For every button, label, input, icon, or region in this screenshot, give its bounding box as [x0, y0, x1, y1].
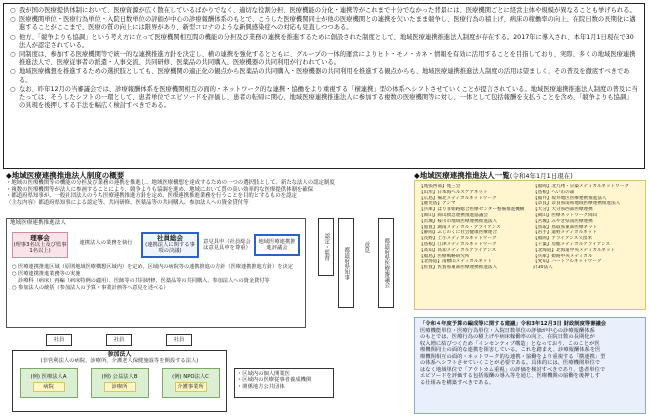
- other-member: ・区域内の医療従事者養成機関: [237, 377, 312, 384]
- participant-name: (例) 公益法人B: [101, 373, 138, 380]
- paragraph-text: 地域医療構想を推進するための選択肢としても、医療機関の適正化の観点から医薬品の共同購入・医療機器の共同利用を推進する観点からも、地域医療連携推進法人制度の活用は望ましく、その普及を徹底すべきである。: [19, 68, 630, 84]
- council-decision: 連携法人の業務を執行: [76, 232, 136, 254]
- note-line: る仕組みを構築すべきである。: [420, 379, 495, 386]
- note-line: エピソードを評価する包括報酬の導入等を通じ、医療機関の協働を後押しす: [420, 373, 601, 379]
- note-line: の体系へシフトさせていくことが必要である。具体的には、医療機関単位で: [420, 360, 601, 366]
- corp-list-box: [414, 180, 646, 310]
- corp-list-item: 【島根】江津メディカルネットワーク: [419, 241, 497, 247]
- bullet-icon: ○: [10, 85, 16, 93]
- bullet-icon: ○: [10, 16, 16, 24]
- corp-list-item: 【高知】高知メディカルアライアンス: [419, 247, 497, 253]
- paragraph-text: 同制度は、参加する医療機関等で統一的な連携推進方針を決定し、横の連携を強化するとともに、グループの一体的運営によりヒト・モノ・カネ・情報を有効に活用することを目指しており、実際、多くの地域医療連携推進法人で、医療従事者の派遣・人事交流、共同研修、医薬品の共同購入、医療機器の共同利用が行われている。: [19, 51, 636, 67]
- paragraph-text: なお、昨年12月の当審議会では、診療報酬体系を医療機関相互の面的・ネットワーク的な連携・協働をより重視する「横連携」型の体系へシフトさせていくことが提言されている。地域医療連携推進法人制度の普及に当たっては、そうしたシフトの一環として、患者単位でエピソードを評価し、患者の転帰に関心、地域医療連携推進法人に参加する複数の医療機関等に対し、一体として包括報酬を支払うことを含め、「競争よりも協調」の具現を後押しする手法を幅広く検討すべきである。: [19, 85, 638, 110]
- corp-list-item: 【愛知】ハートフルネットワーク: [533, 259, 602, 265]
- participant-b: [91, 368, 149, 398]
- paragraph-text: 他方、「競争よりも協調」という考え方に立って医療機関相互間の機能の分担及び業務の連携を推進するために創設された制度として、地域医療連携推進法人制度が存在する。2017年に導入され、本年1月1日現在で30法人が認定されている。: [19, 33, 634, 49]
- governor-box: [338, 218, 354, 308]
- corp-list-item: 【岡山】岡山救急連携推進協議会: [419, 212, 488, 218]
- intro-box: [3, 3, 645, 169]
- note-line: 「令和４年度予算の編成等に関する建議」令和3年12月3日 財政制度等審議会: [420, 321, 607, 327]
- intro-line: ・複数の医療機関等が法人に参画することにより、競争よりも協調を進め、地域において質の高い効率的な医療提供体制を確保: [6, 186, 314, 193]
- participant-name: (例) NPO法人C: [172, 373, 209, 380]
- left-section-title: ◆地域医療連携推進法人制度の概要: [6, 171, 125, 180]
- intro-paragraph: [10, 16, 638, 32]
- corp-item: ○ 医療連携推進区域（原則地域医療構想区域内）を定め、区域内の病院等の連携推進の方針（医療連携推進方針）を決定: [12, 264, 293, 270]
- participant-sub: 病院: [33, 382, 65, 392]
- approval-box: [318, 218, 334, 276]
- note-line: 療機関同士の面的な連携を阻害している。これを踏まえ、診療報酬体系を医: [420, 347, 601, 353]
- opinion2-text: 意見: [363, 241, 370, 253]
- pref-council-box: [378, 218, 394, 308]
- intro-line: 〈主な内容〉都道府県知事による認定等、共同研修、医薬品等の共同購入、参加法人への資金貸付等: [6, 199, 249, 206]
- corp-list-item: 【岡山】医療ネットワーク岡山: [533, 212, 598, 218]
- intro-paragraph: [10, 68, 638, 84]
- council-sub: (理事3名以上及び監事1名以上): [13, 241, 67, 255]
- bullet-icon: ○: [10, 51, 16, 59]
- corp-list-item: 【鹿児島】アンマ: [419, 201, 456, 207]
- opinion2-box: [358, 218, 374, 276]
- general-meeting-box: [141, 232, 199, 258]
- corp-list-item: 【大分】大分県西部医療連携: [533, 207, 593, 213]
- participant-sub: 介護事業所: [175, 382, 207, 392]
- corp-list-item: 【宮城】みやぎ県南医療連携: [533, 218, 593, 224]
- corp-list-item: 【島根】へいわの森: [533, 189, 575, 195]
- corp-list-item: 【滋賀】湖南メディカル・アライアンス: [419, 224, 501, 230]
- note-line: 療機関相互の面的・ネットワーク的な連携・協働をより重視する「横連携」型: [420, 353, 606, 360]
- intro-paragraph: [10, 34, 638, 50]
- committee-box: 地域医療連携推進評議会: [254, 234, 300, 256]
- corp-list-col1: [419, 184, 527, 271]
- intro-line: ・地域の医療機関等の機能の分担及び業務の連携を推進し、地域医療構想を達成するための一つの選択肢として、新たな法人の認定制度: [6, 180, 335, 186]
- corp-list-item: 【岩手】遠野メディカルネット: [533, 230, 597, 236]
- corp-label: 地域医療連携推進法人: [10, 220, 66, 226]
- right-title-date: (令和4年1月1日現在): [509, 172, 573, 180]
- corp-list-item: 【鳥取】鳥取県東部医療ネット: [533, 224, 598, 230]
- council-box: [12, 232, 68, 258]
- left-intro: [6, 180, 391, 206]
- note-line: はなく地域単位で「アウトカム重視」の評価を検討すべきであり、患者単位で: [420, 366, 606, 373]
- corp-list-item: 【福島】医療戦略研究所: [419, 253, 470, 259]
- corp-item: ○ 参加法人の統括（参加法人の予算・事業計画等へ意見を述べる）: [12, 285, 169, 291]
- opinion-note: 意見具申（社員総会は意見具申を尊重）: [203, 232, 251, 258]
- participant-name: (例) 医療法人A: [30, 373, 67, 380]
- governor-text: 都道府県知事: [343, 246, 350, 280]
- corp-list-item: 【福岡】アライアンス久留米: [533, 236, 593, 242]
- participants-sub: (非営利法人の病院、診療所、介護老人保健施設等を開設する法人): [40, 358, 199, 365]
- intro-line: ・都道府県知事が、一般社団法人のうち医療連携推進方針を定め、医療連携推進業務を行うことを目的とするものを認定: [6, 193, 297, 200]
- intro-paragraph: [10, 51, 638, 67]
- member-tag: 社員: [106, 334, 132, 346]
- corp-list-item: 【静岡】ふじのくに社会健康医療連合: [419, 230, 498, 236]
- corp-list-col2: [533, 184, 641, 271]
- corp-item: 診療科（病床）再編（病床特例の適用）、医師等の共同研修、医薬品等の共同購入、参加法人への資金貸付等: [18, 278, 270, 284]
- corp-item: ○ 医療連携推進業務等の実施: [12, 271, 81, 277]
- corp-list-item: 【福岡】北九州・京築メディカルネットワーク: [533, 184, 629, 189]
- corp-list-item: 【兵庫】姫路中央メディカル: [533, 253, 593, 259]
- note-line: のもとでは、医療行為の積上げや病床稼働率の向上、在院日数の長期化が: [420, 334, 595, 340]
- paragraph-text: 医療機関単位・医療行為単位・入院日数単位の評価が中心の診療報酬体系のもとで、こうした医療機関同士が他の医療機関との連携を欠いたまま競争し、医療行為の積上げ、病床の稼働率の向上、在院日数の長期化に邁進することがここまで、医療の質の向上には限界があり、新型コロナのような新興感染症への対応も見直しつつある。: [19, 16, 636, 32]
- corp-list-item: 計30法人: [533, 265, 553, 271]
- paragraph-text: 我が国の医療提供体制において、医療資源が広く散在しているばかりでなく、適切な役割分担、医療機能の分化・連携等がこれまで十分でなかった背景には、医療機関ごとに経営主体や規模が異なることも挙げられる。: [19, 7, 636, 14]
- note-line: 医療機能単位・医療行為単位・入院日数単位の評価が中心の診療報酬体系: [420, 327, 595, 334]
- corp-list-item: 【奈良】奈良県南和地域医療連携推進法人: [533, 201, 621, 207]
- corp-list-item: 【長野】上小メディカルネットワーク: [419, 236, 497, 242]
- approval-text: 認定・監督: [323, 233, 330, 261]
- participant-a: [20, 368, 78, 398]
- bullet-icon: ○: [10, 7, 16, 14]
- note-line: 収入増に結びつくため「インセンティブ構造」となっており、このことが医: [420, 340, 600, 347]
- corp-list-item: 【福井】坂井地区医療連携推進法人: [533, 195, 607, 201]
- participants-box: [12, 350, 227, 412]
- corp-list-item: 【北海道】北海道中央メディカルネット: [533, 247, 616, 253]
- corp-list-item: 【山形】日本海ヘルスケアネット: [419, 189, 488, 195]
- general-meeting-sub: (連携法人に関する事項の決議): [145, 241, 195, 255]
- corp-list-item: 【千葉】房総メディカルアライアンス: [533, 241, 611, 247]
- corp-list-item: 【尾張西部】尾三会: [419, 184, 461, 189]
- other-member: ・関係地方公共団体: [237, 383, 285, 390]
- other-member: ・区域内の個人開業医: [237, 371, 290, 377]
- participant-sub: 診療所: [104, 382, 136, 392]
- intro-paragraph: [10, 7, 638, 15]
- bullet-icon: ○: [10, 33, 16, 41]
- corp-list-item: 【広島】備北メディカルネットワーク: [419, 195, 497, 201]
- council-title: 理事会: [30, 234, 50, 243]
- corp-list-item: 【佐賀】佐賀県東部医療連携推進法人: [419, 265, 498, 271]
- recommendation-note: [414, 317, 646, 414]
- pref-council-text: 都道府県医療審議会: [383, 238, 390, 288]
- participant-c: [162, 368, 220, 398]
- intro-paragraph: [10, 86, 638, 111]
- system-diagram: [6, 218, 401, 414]
- member-tag: 社員: [46, 334, 72, 346]
- right-title-text: ◆地域医療連携推進法人一覧: [414, 171, 510, 180]
- general-meeting-title: 社員総会: [157, 234, 183, 243]
- corp-list-item: 【北海道】南檜山メディカルネット: [419, 259, 492, 265]
- corp-items: [12, 264, 302, 292]
- corp-list-item: 【茨城】桜川市地域医療連携推進法人: [419, 218, 498, 224]
- bullet-icon: ○: [10, 68, 16, 76]
- other-members-box: [234, 368, 334, 398]
- participants-label: 参加法人: [107, 351, 132, 358]
- member-tag: 社員: [166, 334, 192, 346]
- corp-list-item: 【兵庫】はりま姫路総合医療センター整備推進機構: [419, 207, 525, 213]
